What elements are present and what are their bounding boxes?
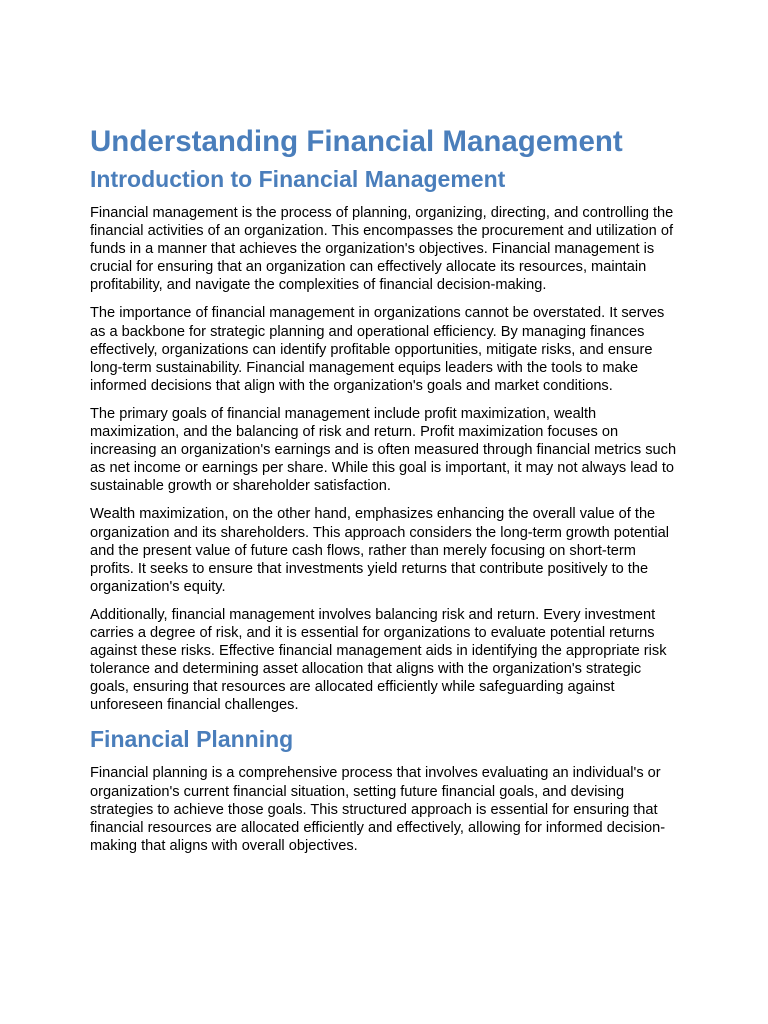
section-heading: Introduction to Financial Management: [90, 166, 506, 192]
paragraph: Financial planning is a comprehensive process that involves evaluating an individual's or organization's current financial situation, setting future financial goals, and devising strategies to achieve those goals. This structured approach is essential for ensuring that financial resources are allocated efficiently and effectively, allowing for informed decision-making that aligns with overall objectives.: [90, 765, 666, 854]
document-title: Understanding Financial Management: [90, 125, 623, 158]
document-page: [90, 124, 680, 865]
paragraph: The importance of financial management in organizations cannot be overstated. It serves as a backbone for strategic planning and operational efficiency. By managing finances effectively, organizations can identify profitable opportunities, mitigate risks, and ensure long-term sustainability. Financial management equips leaders with the tools to make informed decisions that align with the organization's goals and market conditions.: [90, 305, 665, 394]
paragraph: Wealth maximization, on the other hand, emphasizes enhancing the overall value of the organization and its shareholders. This approach considers the long-term growth potential and the present value of future cash flows, rather than merely focusing on short-term profits. It seeks to ensure that investments yield returns that contribute positively to the organization's equity.: [90, 506, 669, 595]
section-heading: Financial Planning: [90, 726, 294, 753]
section-financial-planning: [90, 724, 680, 854]
paragraph: The primary goals of financial management include profit maximization, wealth maximization, and the balancing of risk and return. Profit maximization focuses on increasing an organization's earnings and is often measured through financial metrics such as net income or earnings per share. While this goal is important, it may not always lead to sustainable growth or shareholder satisfaction.: [90, 405, 677, 495]
paragraph: Additionally, financial management involves balancing risk and return. Every investment carries a degree of risk, and it is essential for organizations to evaluate potential returns against these risks. Effective financial management aids in identifying the appropriate risk tolerance and determining asset allocation that aligns with the organization's strategic goals, ensuring that resources are allocated efficiently while safeguarding against unforeseen financial challenges.: [90, 606, 667, 714]
section-introduction: [90, 164, 680, 714]
paragraph: Financial management is the process of planning, organizing, directing, and controlling the financial activities of an organization. This encompasses the procurement and utilization of funds in a manner that achieves the organization's objectives. Financial management is crucial for ensuring that an organization can effectively allocate its resources, maintain profitability, and navigate the complexities of financial decision-making.: [90, 205, 674, 294]
